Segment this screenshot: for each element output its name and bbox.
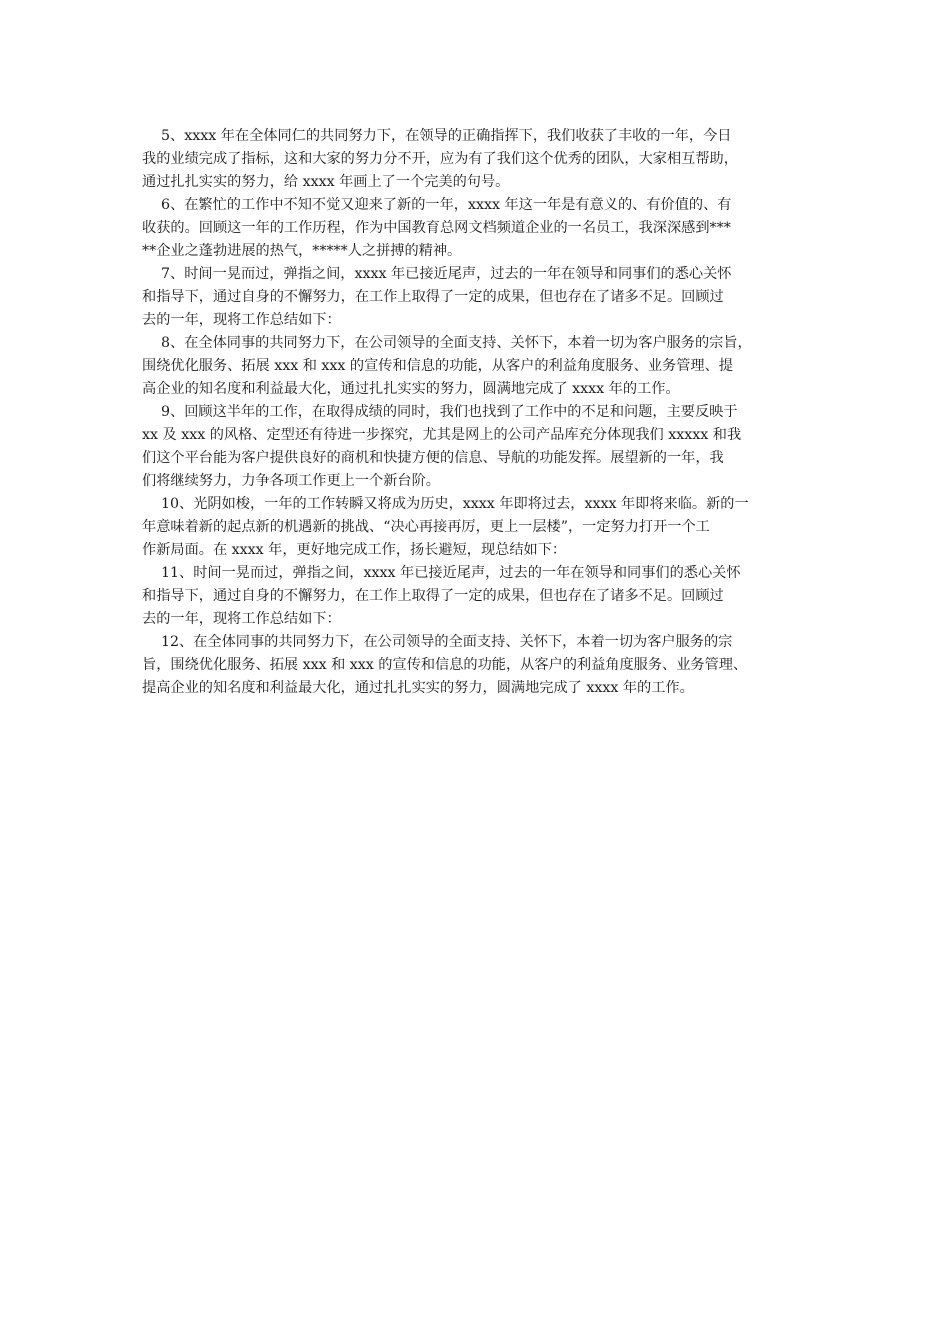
paragraph-8: [142, 332, 832, 401]
paragraph-line: 围绕优化服务、拓展 xxx 和 xxx 的宣传和信息的功能，从客户的利益角度服务、业务管理、提: [142, 358, 733, 374]
paragraph-line: 去的一年，现将工作总结如下：: [142, 312, 341, 328]
paragraph-line: 和指导下，通过自身的不懈努力，在工作上取得了一定的成果，但也存在了诸多不足。回顾过: [142, 588, 724, 604]
paragraph-line: 通过扎扎实实的努力，给 xxxx 年画上了一个完美的句号。: [142, 174, 510, 190]
paragraph-5: [142, 125, 832, 194]
paragraph-12: [142, 631, 832, 700]
paragraph-line: 10、光阴如梭，一年的工作转瞬又将成为历史，xxxx 年即将过去，xxxx 年即将来临。新的一: [161, 496, 749, 512]
paragraph-10: [142, 493, 832, 562]
paragraph-line: 8、在全体同事的共同努力下，在公司领导的全面支持、关怀下，本着一切为客户服务的宗旨，: [161, 335, 752, 351]
paragraph-line: 旨，围绕优化服务、拓展 xxx 和 xxx 的宣传和信息的功能，从客户的利益角度服务、业务管理、: [142, 657, 748, 673]
paragraph-line: 7、时间一晃而过，弹指之间，xxxx 年已接近尾声，过去的一年在领导和同事们的悉心关怀: [161, 266, 732, 282]
paragraph-line: 年意味着新的起点新的机遇新的挑战、“决心再接再厉，更上一层楼”，一定努力打开一个工: [142, 519, 710, 535]
paragraph-line: 作新局面。在 xxxx 年，更好地完成工作，扬长避短，现总结如下：: [142, 542, 567, 558]
paragraph-line: **企业之蓬勃进展的热气，*****人之拼搏的精神。: [142, 243, 462, 259]
paragraph-6: [142, 194, 832, 263]
paragraph-line: 6、在繁忙的工作中不知不觉又迎来了新的一年，xxxx 年这一年是有意义的、有价值的、有: [161, 197, 732, 213]
paragraph-line: 12、在全体同事的共同努力下，在公司领导的全面支持、关怀下，本着一切为客户服务的宗: [161, 634, 733, 650]
paragraph-line: 去的一年，现将工作总结如下：: [142, 611, 341, 627]
paragraph-line: 们这个平台能为客户提供良好的商机和快捷方便的信息、导航的功能发挥。展望新的一年，我: [142, 450, 724, 466]
paragraph-line: 9、回顾这半年的工作，在取得成绩的同时，我们也找到了工作中的不足和问题，主要反映于: [161, 404, 738, 420]
paragraph-line: 收获的。回顾这一年的工作历程，作为中国教育总网文档频道企业的一名员工，我深深感到***: [142, 220, 731, 236]
paragraph-line: 11、时间一晃而过，弹指之间，xxxx 年已接近尾声，过去的一年在领导和同事们的悉心关怀: [161, 565, 741, 581]
paragraph-line: 5、xxxx 年在全体同仁的共同努力下，在领导的正确指挥下，我们收获了丰收的一年，今日: [161, 128, 732, 144]
paragraph-line: xx 及 xxx 的风格、定型还有待进一步探究，尤其是网上的公司产品库充分体现我们 xxxxx 和我: [142, 427, 742, 443]
paragraph-line: 高企业的知名度和利益最大化，通过扎扎实实的努力，圆满地完成了 xxxx 年的工作。: [142, 381, 680, 397]
paragraph-11: [142, 562, 832, 631]
paragraph-7: [142, 263, 832, 332]
paragraph-line: 们将继续努力，力争各项工作更上一个新台阶。: [142, 473, 440, 489]
paragraph-line: 和指导下，通过自身的不懈努力，在工作上取得了一定的成果，但也存在了诸多不足。回顾过: [142, 289, 724, 305]
paragraph-line: 提高企业的知名度和利益最大化，通过扎扎实实的努力，圆满地完成了 xxxx 年的工作。: [142, 680, 694, 696]
paragraph-line: 我的业绩完成了指标，这和大家的努力分不开，应为有了我们这个优秀的团队，大家相互帮助，: [142, 151, 738, 167]
paragraph-9: [142, 401, 832, 493]
document-body: [142, 125, 832, 700]
